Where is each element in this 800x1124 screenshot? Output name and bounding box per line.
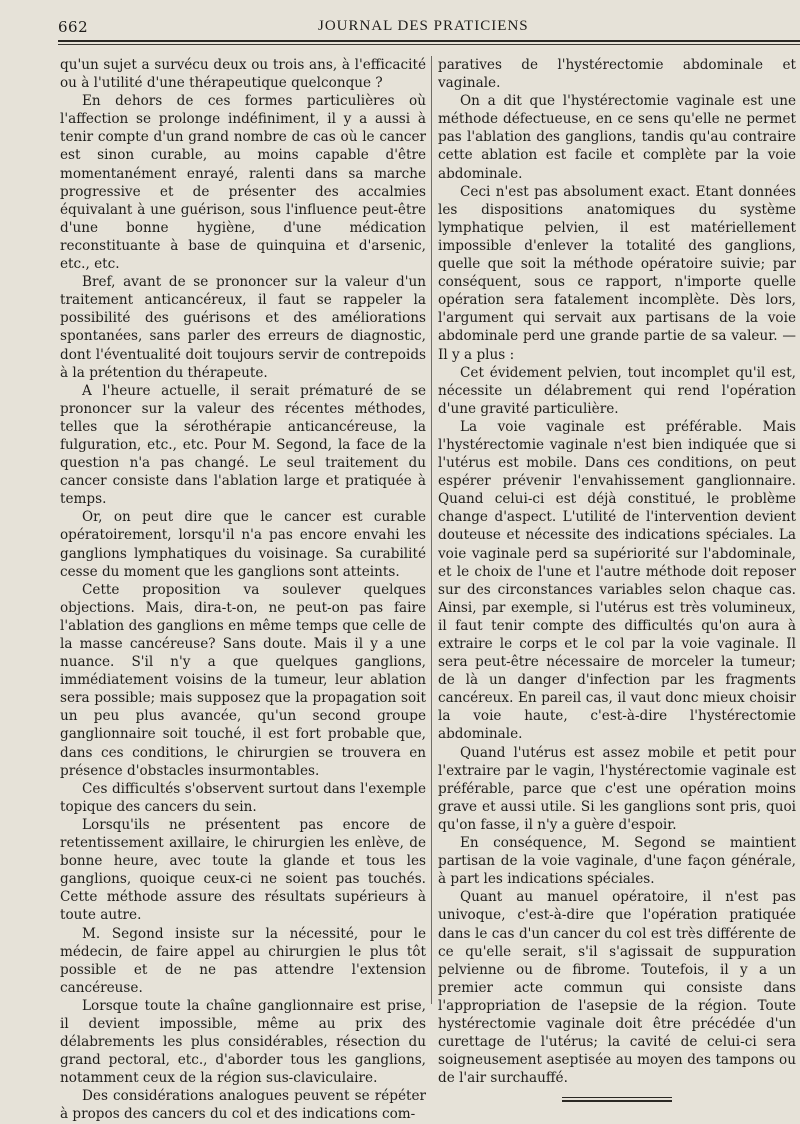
paragraph: M. Segond insiste sur la nécessité, pour le médecin, de faire appel au chirurgien le plus tôt possible et de ne pas attendre l'extension cancéreuse.	[60, 925, 426, 996]
right-column	[438, 56, 796, 1102]
paragraph: qu'un sujet a survécu deux ou trois ans, à l'efficacité ou à l'utilité d'une thérapeutique quelconque ?	[60, 57, 426, 92]
paragraph: Ceci n'est pas absolument exact. Etant données les dispositions anatomiques du système lymphatique pelvien, il est matériellement impossible d'enlever la totalité des ganglions, quelle que soit la méthode opératoire suivie; par conséquent, sous ce rapport, n'importe quelle opération sera fatalement incomplète. Dès lors, l'argument qui servait aux partisans de la voie abdominale perd une grande partie de sa valeur. — Il y a plus :	[438, 183, 796, 363]
page-header	[58, 12, 800, 38]
paragraph: Lorsqu'ils ne présentent pas encore de retentissement axillaire, le chirurgien les enlève, de bonne heure, avec toute la glande et tous les ganglions, quoique ceux-ci ne soient pas touchés. Cette méthode assure des résultats supérieurs à toute autre.	[60, 816, 426, 924]
header-rule-thin	[58, 44, 800, 45]
page-number: 662	[58, 18, 89, 36]
paragraph: En conséquence, M. Segond se maintient partisan de la voie vaginale, d'une façon générale, à part les indications spéciales.	[438, 835, 796, 888]
paragraph: Cette proposition va soulever quelques objections. Mais, dira-t-on, ne peut-on pas faire l'ablation des ganglions en même temps que celle de la masse cancéreuse? Sans doute. Mais il y a une nuance. S'il n'y a que quelques ganglions, immédiatement voisins de la tumeur, leur ablation sera possible; mais supposez que la propagation soit un peu plus avancée, qu'un second groupe ganglionnaire soit touché, il est fort probable que, dans ces conditions, le chirurgien se trouvera en présence d'obstacles insurmontables.	[60, 581, 426, 779]
paragraph: A l'heure actuelle, il serait prématuré de se prononcer sur la valeur des récentes méthodes, telles que la sérothérapie anticancéreuse, la fulguration, etc., etc. Pour M. Segond, la face de la question n'a pas changé. Le seul traitement du cancer consiste dans l'ablation large et pratiquée à temps.	[60, 382, 426, 508]
paragraph: En dehors de ces formes particulières où l'affection se prolonge indéfiniment, il y a aussi à tenir compte d'un grand nombre de cas où le cancer est sinon curable, au moins capable d'être momentanément enrayé, ralenti dans sa marche progressive et de présenter des accalmies équivalant à une guérison, sous l'influence peut-être d'une bonne hygiène, d'une médication reconstituante à base de quinquina et d'arsenic, etc., etc.	[60, 93, 426, 273]
header-rule	[58, 40, 800, 42]
column-divider	[431, 56, 432, 1004]
paragraph: Bref, avant de se prononcer sur la valeur d'un traitement anticancéreux, il faut se rappeler la possibilité des guérisons et des améliorations spontanées, sans parler des erreurs de diagnostic, dont l'éventualité doit toujours servir de contrepoids à la prétention du thérapeute.	[60, 274, 426, 381]
paragraph: Des considérations analogues peuvent se répéter à propos des cancers du col et des indications com-	[60, 1088, 426, 1123]
paragraph: On a dit que l'hystérectomie vaginale est une méthode défectueuse, en ce sens qu'elle ne permet pas l'ablation des ganglions, tandis qu'au contraire cette ablation est facile et complète par la voie abdominale.	[438, 93, 796, 182]
paragraph: Ces difficultés s'observent surtout dans l'exemple topique des cancers du sein.	[60, 780, 426, 815]
paragraph: Cet évidement pelvien, tout incomplet qu'il est, nécessite un délabrement qui rend l'opération d'une gravité particulière.	[438, 364, 796, 417]
journal-title: JOURNAL DES PRATICIENS	[318, 18, 529, 34]
paragraph: paratives de l'hystérectomie abdominale et vaginale.	[438, 57, 796, 92]
paragraph: Quand l'utérus est assez mobile et petit pour l'extraire par le vagin, l'hystérectomie vaginale est préférable, parce que c'est une opération moins grave et aussi utile. Si les ganglions sont pris, quoi qu'on fasse, il n'y a guère d'espoir.	[438, 744, 796, 833]
paragraph: Or, on peut dire que le cancer est curable opératoirement, lorsqu'il n'a pas encore envahi les ganglions lymphatiques du voisinage. Sa curabilité cesse du moment que les ganglions sont atteints.	[60, 509, 426, 580]
paragraph: Lorsque toute la chaîne ganglionnaire est prise, il devient impossible, même au prix des délabrements les plus considérables, résection du grand pectoral, etc., d'aborder tous les ganglions, notamment ceux de la région sus-claviculaire.	[60, 997, 426, 1087]
left-column	[60, 56, 426, 1124]
end-rule-thick	[562, 1100, 672, 1102]
paragraph: Quant au manuel opératoire, il n'est pas univoque, c'est-à-dire que l'opération pratiquée dans le cas d'un cancer du col est très différente de ce qu'elle serait, s'il s'agissait de suppuration pelvienne ou de fibrome. Toutefois, il y a un premier acte commun qui consiste dans l'appropriation de l'asepsie de la région. Toute hystérectomie vaginale doit être précédée d'un curettage de l'utérus; la cavité de celui-ci sera soigneusement aseptisée au moyen des tampons ou de l'air surchauffé.	[438, 889, 796, 1087]
end-rule	[562, 1097, 672, 1098]
paragraph: La voie vaginale est préférable. Mais l'hystérectomie vaginale n'est bien indiquée que si l'utérus est mobile. Dans ces conditions, on peut espérer prévenir l'envahissement ganglionnaire. Quand celui-ci est déjà constitué, le problème change d'aspect. L'utilité de l'intervention devient douteuse et nécessite des indications spéciales. La voie vaginale perd sa supériorité sur l'abdominale, et le choix de l'une et l'autre méthode doit reposer sur des circonstances variables selon chaque cas. Ainsi, par exemple, si l'utérus est très volumineux, il faut tenir compte des difficultés qu'on aura à extraire le corps et le col par la voie vaginale. Il sera peut-être nécessaire de morceler la tumeur; de là un danger d'infection par les fragments cancéreux. En pareil cas, il vaut donc mieux choisir la voie haute, c'est-à-dire l'hystérectomie abdominale.	[438, 418, 796, 743]
